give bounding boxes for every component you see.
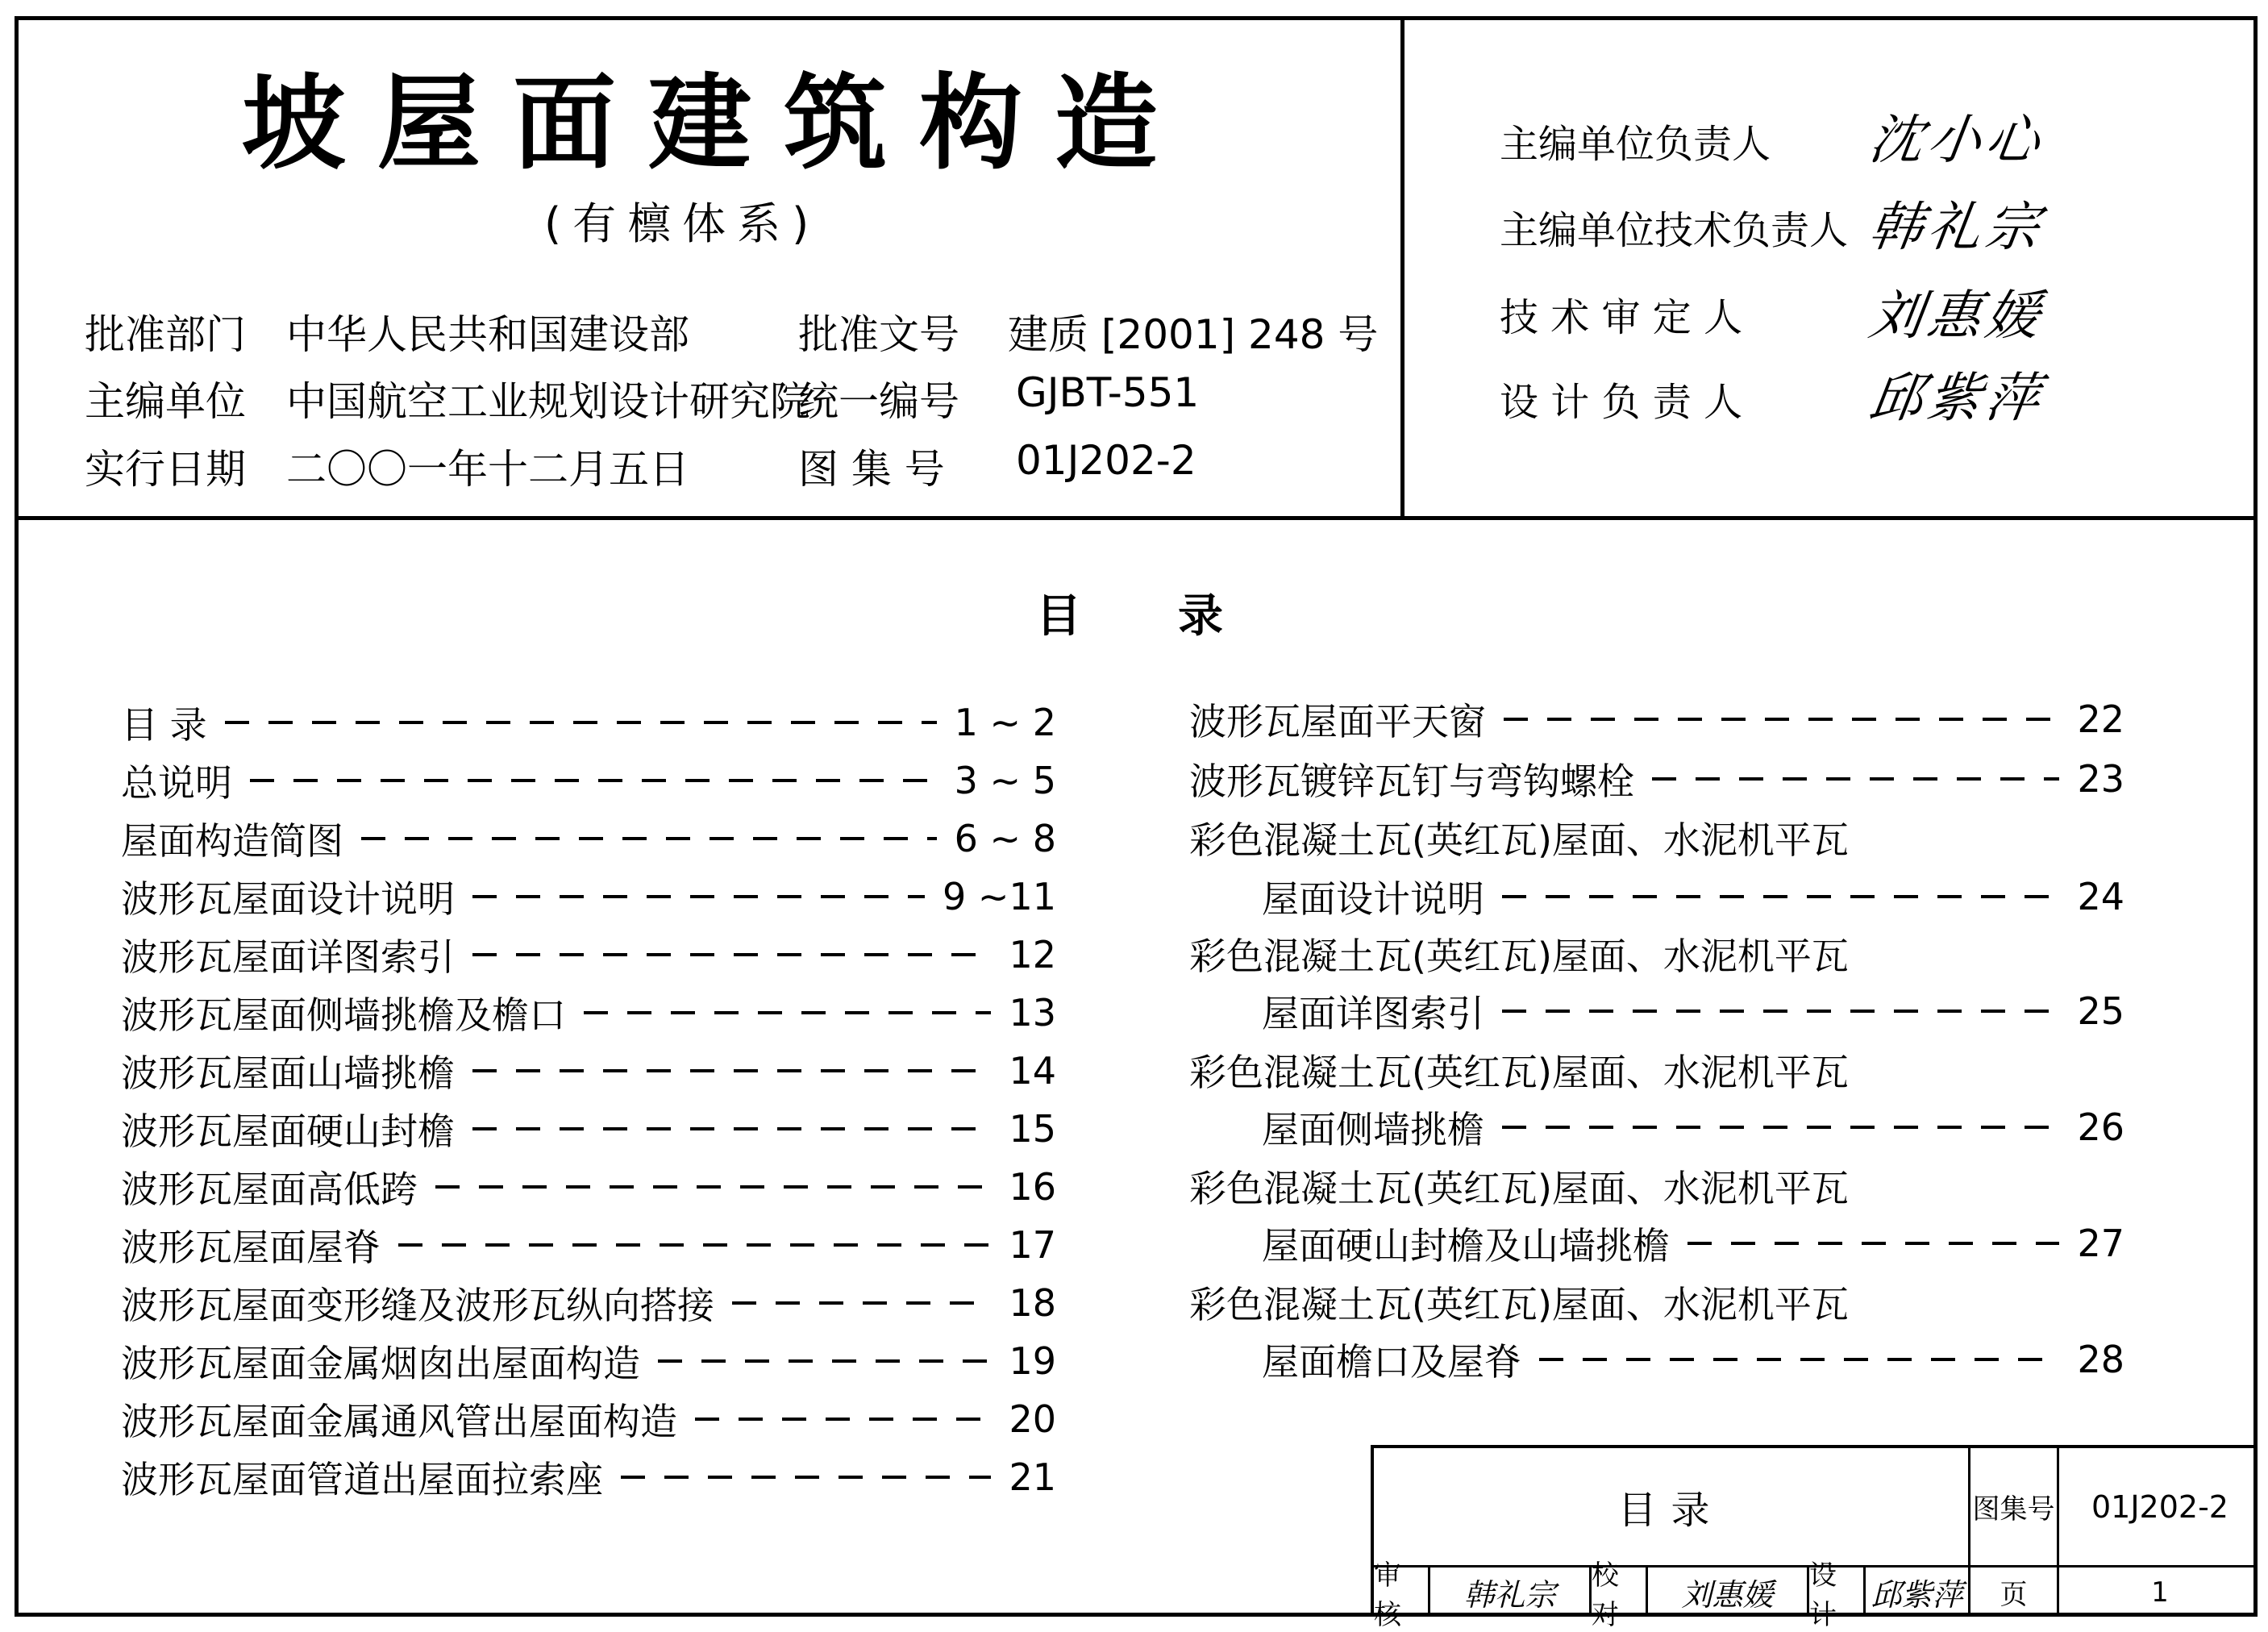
toc-leader: [472, 1069, 991, 1072]
info-value-approval-dept: 中华人民共和国建设部: [286, 311, 689, 358]
toc-item[interactable]: [121, 1219, 1056, 1271]
sig-label-chief-unit: 主编单位负责人: [1500, 122, 1771, 167]
toc-item-title: 波形瓦屋面硬山封檐: [121, 1110, 455, 1153]
toc-leader: [1652, 777, 2059, 781]
toc-item-title: 波形瓦屋面山墙挑檐: [121, 1051, 455, 1095]
toc-item-page: 20: [1009, 1397, 1056, 1441]
toc-item[interactable]: [121, 929, 1056, 980]
toc-item-page: 23: [2077, 757, 2124, 801]
title-block-design-label: 设计: [1809, 1567, 1866, 1617]
toc-item-title: 波形瓦屋面设计说明: [121, 877, 455, 921]
toc-item-title: 波形瓦屋面管道出屋面拉索座: [121, 1458, 603, 1501]
title-block-atlas-no: 01J202-2: [2091, 1488, 2228, 1525]
signature-tech-chief: 韩礼宗: [1865, 196, 2049, 258]
info-value-unified-no: GJBT-551: [1016, 369, 1200, 416]
toc-item-title-line1: 彩色混凝土瓦(英红瓦)屋面、水泥机平瓦: [1189, 1167, 1849, 1210]
toc-leader: [732, 1301, 991, 1305]
toc-leader: [1539, 1358, 2059, 1361]
info-value-editor-unit: 中国航空工业规划设计研究院: [286, 378, 810, 425]
toc-item-page: 26: [2077, 1105, 2124, 1149]
toc-item-title-line1: 彩色混凝土瓦(英红瓦)屋面、水泥机平瓦: [1189, 1051, 1849, 1094]
toc-item[interactable]: [121, 871, 1056, 922]
toc-item[interactable]: [121, 1161, 1056, 1213]
info-label-effective-date: 实行日期: [85, 446, 246, 493]
toc-item-page: 13: [1009, 991, 1056, 1035]
toc-item-title: 波形瓦屋面侧墙挑檐及檐口: [121, 993, 566, 1037]
sig-label-tech-review: 技 术 审 定 人: [1500, 295, 1743, 340]
toc-item[interactable]: [1189, 693, 2124, 745]
toc-item-title: 波形瓦屋面屋脊: [121, 1226, 381, 1269]
sig-label-design-lead: 设 计 负 责 人: [1500, 380, 1743, 425]
toc-item[interactable]: [1262, 871, 2124, 922]
title-block-review-signature: 韩礼宗: [1430, 1567, 1592, 1617]
toc-leader: [621, 1476, 991, 1479]
toc-item-title: 波形瓦屋面变形缝及波形瓦纵向搭接: [121, 1284, 714, 1327]
toc-item[interactable]: [121, 1277, 1056, 1329]
toc-item[interactable]: [121, 1335, 1056, 1387]
toc-leader: [1502, 895, 2059, 898]
toc-item-page: 14: [1009, 1049, 1056, 1093]
toc-leader: [472, 895, 925, 898]
toc-item[interactable]: [121, 697, 1056, 748]
info-value-approval-no: 建质 [2001] 248 号: [1008, 311, 1379, 358]
toc-leader: [1687, 1242, 2059, 1245]
toc-item[interactable]: [1262, 985, 2124, 1037]
toc-item-page: 17: [1009, 1223, 1056, 1267]
toc-item-title: 总说明: [121, 761, 232, 805]
toc-item[interactable]: [1262, 1334, 2124, 1385]
title-block-check-signature: 刘惠媛: [1648, 1567, 1809, 1617]
toc-item-page: 21: [1009, 1455, 1056, 1499]
toc-item-page: 22: [2077, 697, 2124, 741]
signature-design-lead: 邱紫萍: [1865, 367, 2049, 429]
toc-item-page: 12: [1009, 933, 1056, 976]
toc-item-page: 9 ~11: [943, 875, 1056, 918]
toc-item-title: 屋面硬山封檐及山墙挑檐: [1262, 1224, 1670, 1268]
info-value-effective-date: 二〇〇一年十二月五日: [286, 446, 689, 493]
info-label-unified-no: 统一编号: [798, 378, 959, 425]
toc-item-title: 屋面檐口及屋脊: [1262, 1340, 1521, 1384]
header-right-frame: [1400, 16, 2258, 520]
toc-item-title: 波形瓦屋面金属烟囱出屋面构造: [121, 1342, 640, 1385]
toc-item-title: 波形瓦屋面金属通风管出屋面构造: [121, 1400, 677, 1443]
toc-item[interactable]: [121, 1045, 1056, 1097]
toc-item-page: 28: [2077, 1338, 2124, 1381]
toc-item[interactable]: [1262, 1101, 2124, 1153]
toc-item-title: 屋面详图索引: [1262, 992, 1484, 1035]
title-block-design-signature: 邱紫萍: [1866, 1567, 1970, 1617]
toc-leader: [225, 721, 937, 724]
title-block-page-label: 页: [1970, 1567, 2059, 1617]
toc-item[interactable]: [1189, 753, 2124, 805]
title-block-atlas-label: 图集号: [1970, 1448, 2059, 1565]
title-block: [1371, 1445, 2258, 1631]
toc-item-page: 25: [2077, 989, 2124, 1033]
toc-item-title: 目 录: [121, 703, 207, 747]
toc-item-title: 波形瓦镀锌瓦钉与弯钩螺栓: [1189, 760, 1634, 803]
toc-item-page: 24: [2077, 875, 2124, 918]
toc-heading: 目录: [1036, 590, 1320, 643]
toc-item-page: 16: [1009, 1165, 1056, 1209]
toc-item[interactable]: [121, 755, 1056, 806]
toc-leader: [250, 779, 937, 782]
toc-item-title: 屋面设计说明: [1262, 877, 1484, 921]
toc-item[interactable]: [121, 1451, 1056, 1503]
toc-item-title: 波形瓦屋面详图索引: [121, 935, 455, 979]
toc-item-title-line1: 彩色混凝土瓦(英红瓦)屋面、水泥机平瓦: [1189, 935, 1849, 978]
toc-leader: [1504, 718, 2059, 721]
toc-leader: [695, 1418, 991, 1421]
title-block-review-label: 审核: [1374, 1567, 1430, 1617]
atlas-title: 坡屋面建筑构造: [242, 64, 1191, 184]
toc-item-page: 1 ~ 2: [954, 701, 1056, 744]
info-label-atlas-no: 图 集 号: [798, 446, 945, 493]
info-label-editor-unit: 主编单位: [85, 378, 246, 425]
toc-leader: [584, 1011, 991, 1014]
signature-tech-review: 刘惠媛: [1865, 285, 2049, 347]
toc-item-title: 屋面构造简图: [121, 819, 343, 863]
title-block-drawing-title: 目录: [1374, 1448, 1970, 1565]
info-label-approval-no: 批准文号: [798, 311, 959, 358]
toc-item[interactable]: [121, 1103, 1056, 1155]
sig-label-tech-chief: 主编单位技术负责人: [1500, 208, 1849, 253]
toc-leader: [472, 1127, 991, 1130]
toc-leader: [1502, 1126, 2059, 1129]
toc-leader: [398, 1243, 991, 1247]
toc-item-title-line1: 彩色混凝土瓦(英红瓦)屋面、水泥机平瓦: [1189, 818, 1849, 862]
toc-item-title: 屋面侧墙挑檐: [1262, 1108, 1484, 1151]
info-value-atlas-no: 01J202-2: [1016, 437, 1196, 484]
toc-item-title: 波形瓦屋面高低跨: [121, 1168, 418, 1211]
toc-leader: [1502, 1010, 2059, 1013]
toc-item-page: 18: [1009, 1281, 1056, 1325]
toc-item-page: 19: [1009, 1339, 1056, 1383]
title-block-check-label: 校对: [1592, 1567, 1648, 1617]
title-block-page-no: 1: [2151, 1576, 2169, 1609]
toc-item[interactable]: [121, 987, 1056, 1039]
toc-item-page: 27: [2077, 1222, 2124, 1265]
atlas-subtitle: (有檩体系): [544, 198, 821, 249]
toc-item-title-line1: 彩色混凝土瓦(英红瓦)屋面、水泥机平瓦: [1189, 1283, 1849, 1326]
toc-item[interactable]: [121, 1393, 1056, 1445]
signature-chief-unit: 沈小心: [1865, 109, 2049, 171]
toc-item[interactable]: [121, 813, 1056, 864]
toc-leader: [472, 953, 991, 956]
toc-leader: [435, 1185, 991, 1189]
toc-item[interactable]: [1262, 1218, 2124, 1269]
toc-item-page: 15: [1009, 1107, 1056, 1151]
toc-item-title: 波形瓦屋面平天窗: [1189, 700, 1486, 743]
toc-item-page: 3 ~ 5: [954, 759, 1056, 802]
toc-leader: [658, 1359, 991, 1363]
toc-leader: [361, 837, 937, 840]
info-label-approval-dept: 批准部门: [85, 311, 246, 358]
toc-item-page: 6 ~ 8: [954, 817, 1056, 860]
